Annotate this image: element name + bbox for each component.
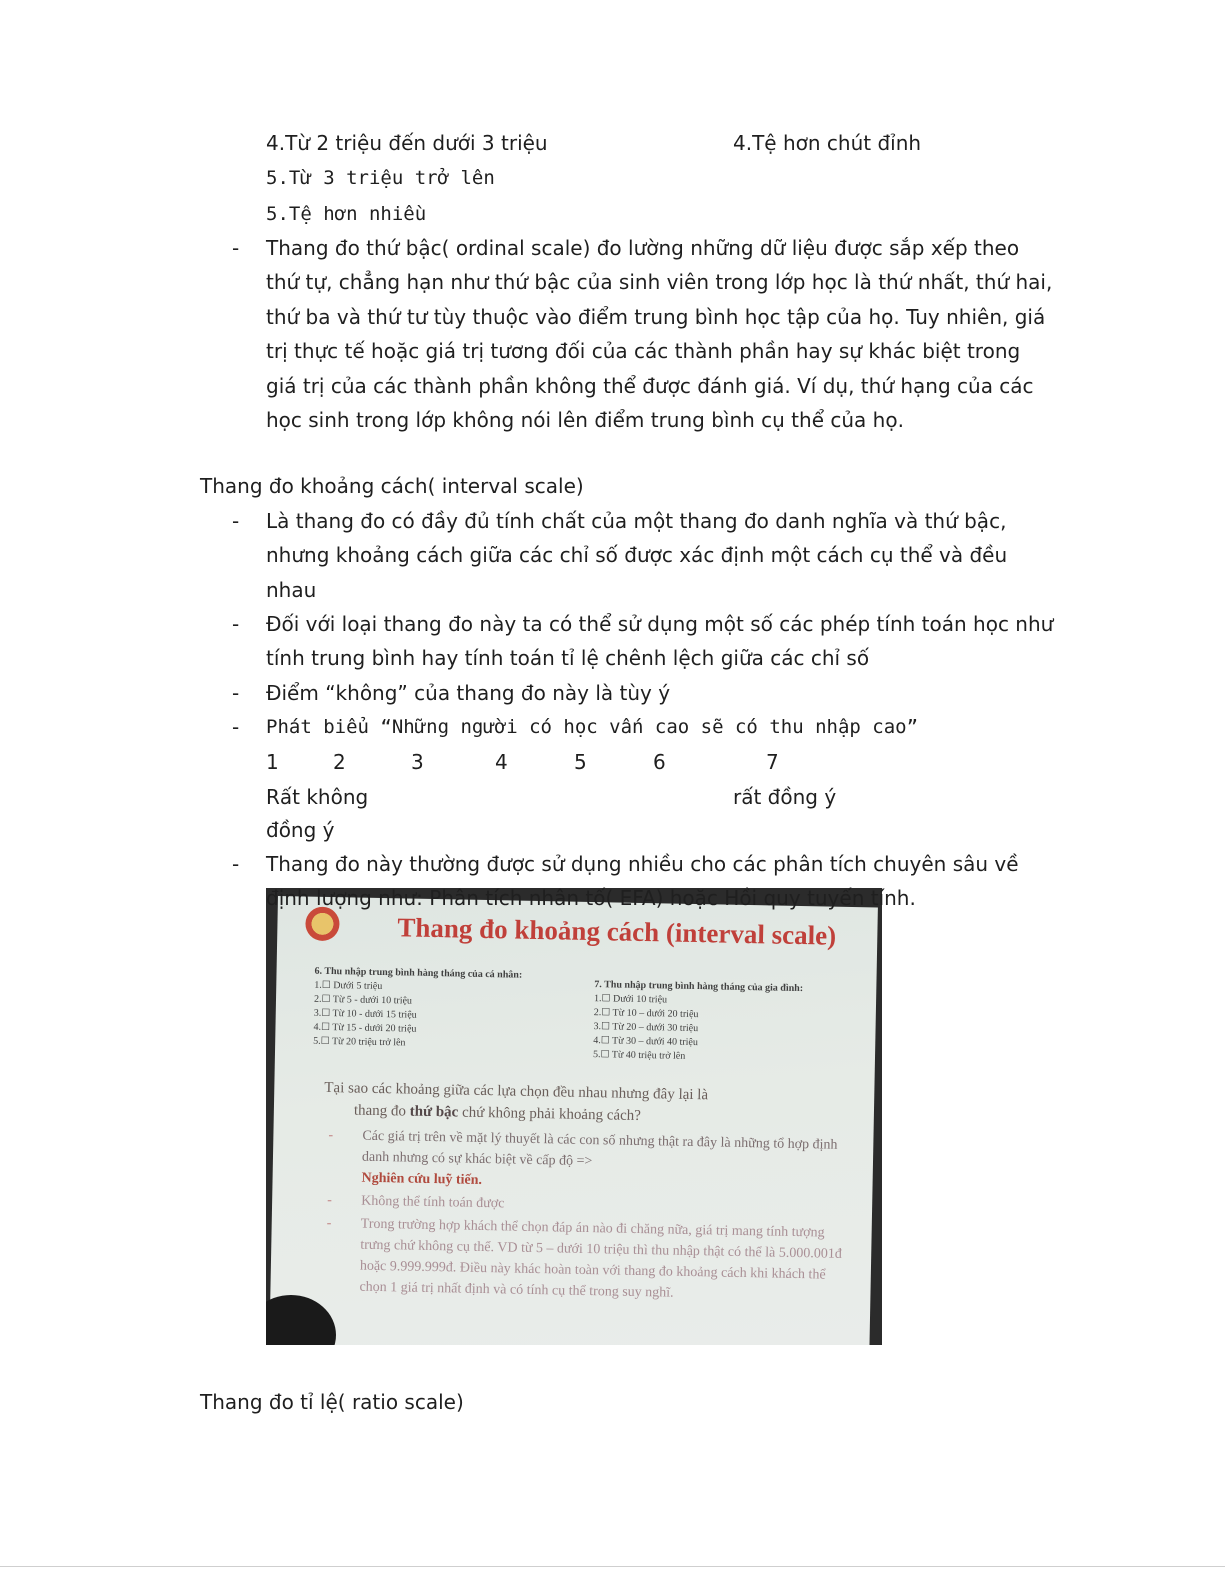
slide-bullet (325, 1213, 847, 1307)
q6-option: 4.☐ Từ 15 - dưới 20 triệu (313, 1021, 417, 1035)
bullet-dash: - (232, 612, 240, 636)
scale-number: 7 (766, 750, 779, 774)
scale-left-label-line2: đồng ý (266, 818, 335, 842)
ratio-scale-heading: Thang đo tỉ lệ( ratio scale) (200, 1390, 464, 1414)
slide-question-line1: Tại sao các khoảng giữa các lựa chọn đều nhau nhưng đây lại là (324, 1079, 709, 1104)
projector-screen (269, 896, 877, 1345)
q-part: chứ không phải khoảng cách? (458, 1104, 642, 1125)
q7-option: 5.☐ Từ 40 triệu trở lên (592, 1049, 686, 1062)
interval-bullet-zero-point: Điểm “không” của thang đo này là tùy ý (266, 681, 671, 705)
interval-bullet-calculation: Đối với loại thang đo này ta có thể sử dụng một số các phép tính toán học như tính trung bình hay tính toán tỉ lệ chênh lệch giữa các chỉ số (266, 612, 1054, 671)
scale-number: 5 (574, 750, 587, 774)
slide-question (324, 1077, 709, 1128)
bullet-dash: - (232, 852, 240, 876)
bullet-dash: - (232, 236, 240, 260)
interval-bullet-statement: Phát biểu “Những người có học vấn cao sẽ có thu nhập cao” (266, 716, 919, 738)
slide-bullet-text: Các giá trị trên về mặt lý thuyết là các con số nhưng thật ra đây là những tổ hợp định danh nhưng có sự khác biệt về cấp độ => (361, 1128, 838, 1170)
q7-option: 2.☐ Từ 10 – dưới 20 triệu (593, 1007, 699, 1021)
q7-option: 1.☐ Dưới 10 triệu (593, 993, 668, 1006)
slide-bullet (327, 1125, 848, 1198)
slide-bullet-emphasis: Nghiên cứu luỹ tiến. (361, 1170, 483, 1188)
q-part: thang đo (353, 1102, 410, 1120)
rating-option-4: 4.Tệ hơn chút đỉnh (733, 131, 922, 155)
bullet-dash: - (232, 509, 240, 533)
scale-number: 3 (411, 750, 424, 774)
interval-bullet-definition: Là thang đo có đầy đủ tính chất của một thang đo danh nghĩa và thứ bậc, nhưng khoảng cách giữa các chỉ số được xác định một cách cụ thể và đều nhau (266, 509, 1008, 602)
scale-right-label: rất đồng ý (733, 785, 837, 809)
q7-title: 7. Thu nhập trung bình hàng tháng của gia đình: (594, 979, 804, 995)
q6-option: 3.☐ Từ 10 - dưới 15 triệu (313, 1007, 417, 1021)
page-bottom-divider (0, 1566, 1225, 1567)
slide-bullet-dash: - (326, 1215, 332, 1232)
scale-number: 4 (495, 750, 508, 774)
scale-number: 2 (333, 750, 346, 774)
q6-option: 5.☐ Từ 20 triệu trở lên (313, 1035, 406, 1049)
slide-bullet-dash: - (328, 1128, 334, 1144)
slide-photo (266, 888, 882, 1345)
q6-option: 2.☐ Từ 5 - dưới 10 triệu (313, 993, 413, 1007)
slide-question-7 (593, 978, 803, 1066)
scale-number: 1 (266, 750, 279, 774)
slide-bullet-dash: - (327, 1193, 332, 1209)
scale-left-label: Rất không (266, 785, 369, 809)
slide-bullet-text: Trong trường hợp khách thể chọn đáp án nào đi chăng nữa, giá trị mang tính tượng trưng chứ không cụ thể. VD từ 5 – dưới 10 triệu thì thu nhập thật có thể là 5.000.001đ hoặc 9.999.999đ. Điều này khác hoàn toàn với thang đo khoảng cách khi khách thể chọn 1 giá trị nhất định và có tính cụ thể trong suy nghĩ. (359, 1216, 842, 1301)
income-option-4: 4.Từ 2 triệu đến dưới 3 triệu (266, 131, 548, 155)
bullet-dash: - (232, 681, 240, 705)
slide-title: Thang đo khoảng cách (interval scale) (397, 912, 837, 951)
slide-question-6 (313, 965, 522, 1053)
q6-title: 6. Thu nhập trung bình hàng tháng của cá nhân: (314, 965, 523, 981)
q6-option: 1.☐ Dưới 5 triệu (314, 979, 383, 993)
slide-bullets (325, 1125, 848, 1309)
income-option-5: 5.Từ 3 triệu trở lên (266, 167, 495, 189)
q-emphasis: thứ bậc (409, 1103, 459, 1121)
q7-option: 3.☐ Từ 20 – dưới 30 triệu (593, 1021, 699, 1035)
slide-bullet-text: Không thể tính toán được (361, 1193, 505, 1212)
bullet-dash: - (232, 715, 240, 739)
ordinal-scale-paragraph: Thang đo thứ bậc( ordinal scale) đo lường những dữ liệu được sắp xếp theo thứ tự, chẳng hạn như thứ bậc của sinh viên trong lớp học là thứ nhất, thứ hai, thứ ba và thứ tư tùy thuộc vào điểm trung bình học tập của họ. Tuy nhiên, giá trị thực tế hoặc giá trị tương đối của các thành phần hay sự khác biệt trong giá trị của các thành phần không thể được đánh giá. Ví dụ, thứ hạng của các học sinh trong lớp không nói lên điểm trung bình cụ thể của họ. (266, 236, 1053, 433)
q7-option: 4.☐ Từ 30 – dưới 40 triệu (593, 1035, 698, 1049)
interval-bullet-usage: Thang đo này thường được sử dụng nhiều cho các phân tích chuyên sâu về định lượng như: Phân tích nhân tố( EFA) hoặc Hồi quy tuyến tính. (266, 852, 1019, 911)
rating-option-5: 5.Tệ hơn nhiều (266, 203, 427, 225)
interval-scale-heading: Thang đo khoảng cách( interval scale) (200, 474, 584, 498)
scale-number: 6 (653, 750, 666, 774)
